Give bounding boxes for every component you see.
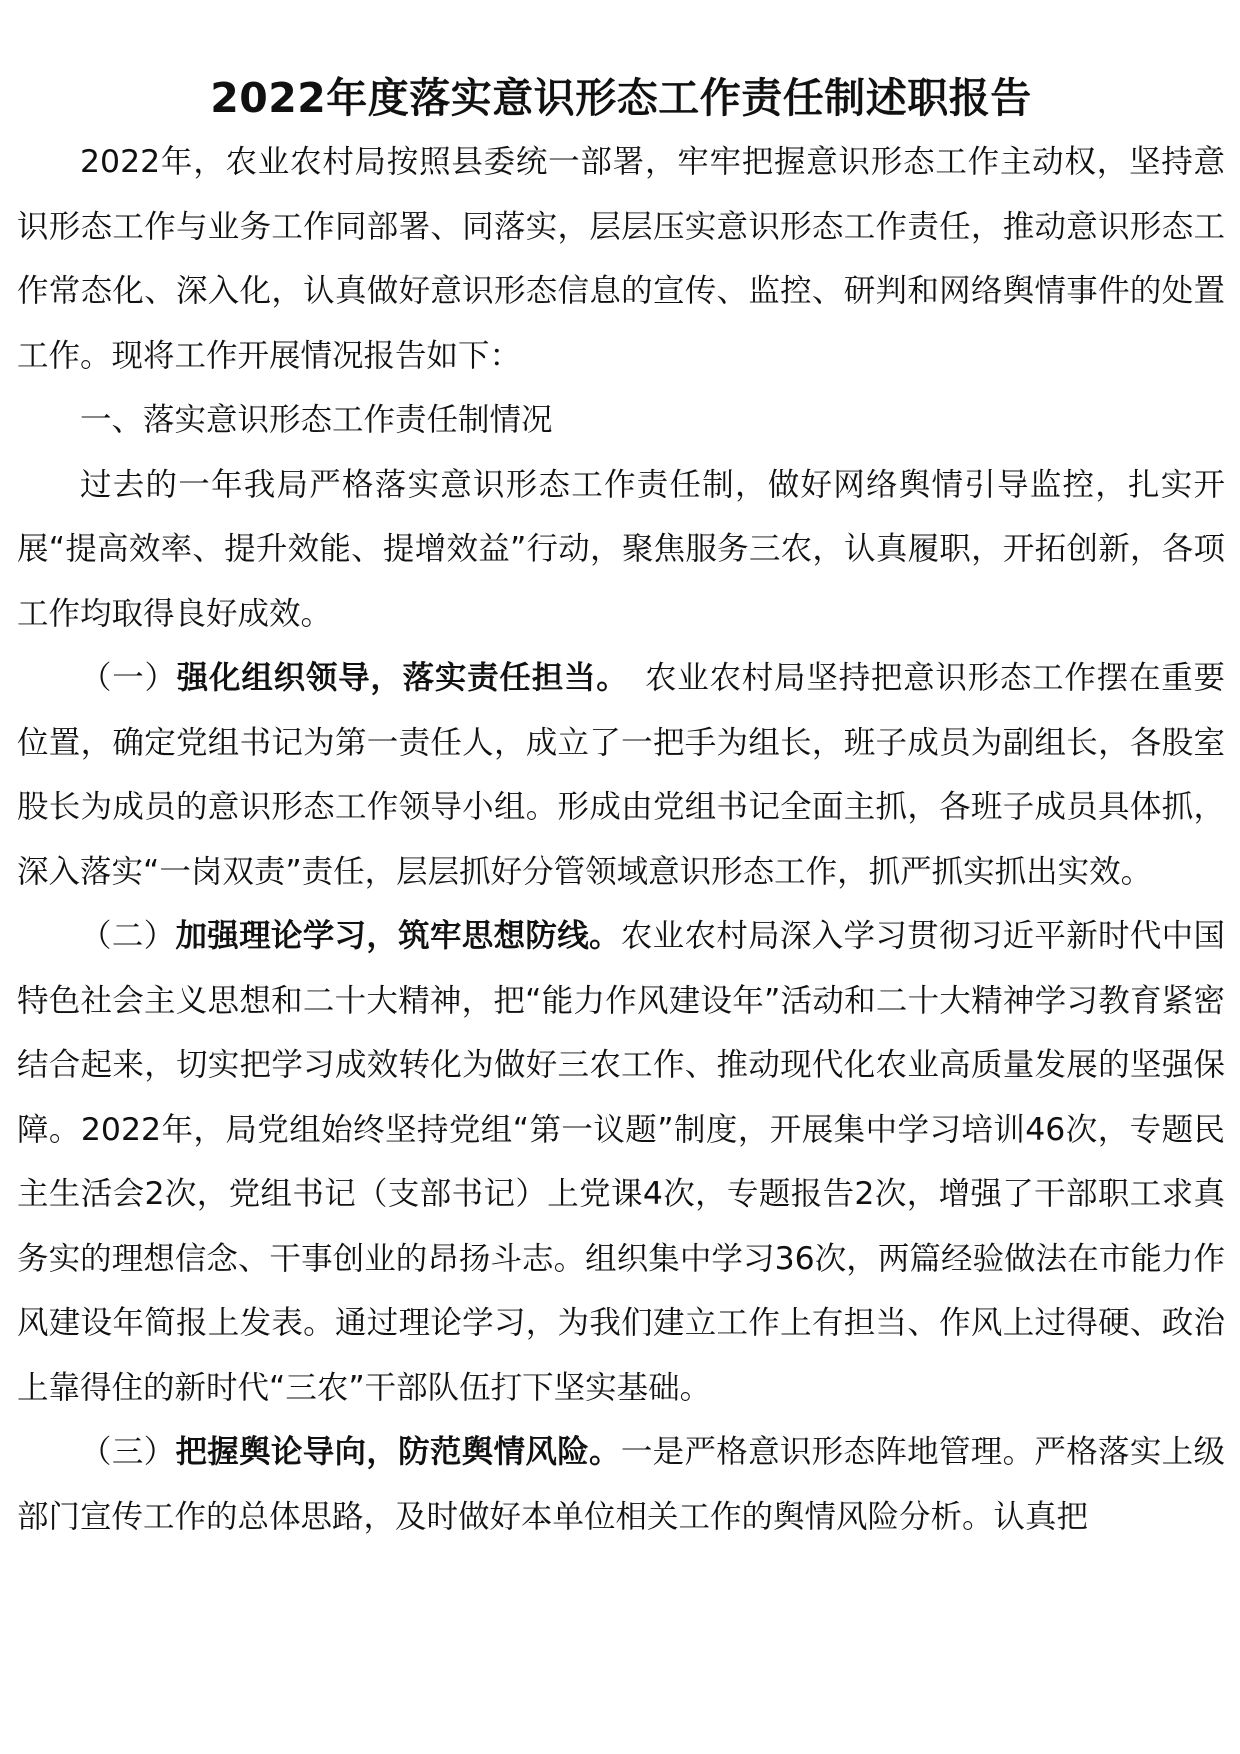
item-3-text: 一是严格意识形态阵地管理。严格落实上级部门宣传工作的总体思路，及时做好本单位相关工作的舆情风险分析。认真把	[17, 1434, 1225, 1535]
item-2-text: 农业农村局深入学习贯彻习近平新时代中国特色社会主义思想和二十大精神，把“能力作风建设年”活动和二十大精神学习教育紧密结合起来，切实把学习成效转化为做好三农工作、推动现代化农业高质量发展的坚强保障。2022年，局党组始终坚持党组“第一议题”制度，开展集中学习培训46次，专题民主生活会2次，党组书记（支部书记）上党课4次，专题报告2次，增强了干部职工求真务实的理想信念、干事创业的昂扬斗志。组织集中学习36次，两篇经验做法在市能力作风建设年简报上发表。通过理论学习，为我们建立工作上有担当、作风上过得硬、政治上靠得住的新时代“三农”干部队伍打下坚实基础。	[17, 918, 1225, 1406]
item-1-bold-heading: 强化组织领导，落实责任担当。	[176, 660, 613, 696]
item-2-paragraph	[17, 904, 1225, 1420]
item-2-bold-heading: 加强理论学习，筑牢思想防线。	[175, 918, 621, 954]
item-1-text: 农业农村局坚持把意识形态工作摆在重要位置，确定党组书记为第一责任人，成立了一把手为组长，班子成员为副组长，各股室股长为成员的意识形态工作领导小组。形成由党组书记全面主抓，各班子成员具体抓，深入落实“一岗双责”责任，层层抓好分管领域意识形态工作，抓严抓实抓出实效。	[17, 660, 1225, 890]
document-title: 2022年度落实意识形态工作责任制述职报告	[210, 74, 1032, 122]
document-page	[17, 66, 1225, 1549]
section-1-paragraph: 过去的一年我局严格落实意识形态工作责任制，做好网络舆情引导监控，扎实开展“提高效率、提升效能、提增效益”行动，聚焦服务三农，认真履职，开拓创新，各项工作均取得良好成效。	[17, 466, 1225, 632]
item-3-paragraph	[17, 1420, 1225, 1549]
item-3-bold-heading: 把握舆论导向，防范舆情风险。	[175, 1434, 621, 1470]
item-1-paragraph	[17, 646, 1225, 904]
item-2-prefix: （二）	[80, 918, 176, 954]
section-heading-1: 一、落实意识形态工作责任制情况	[80, 402, 553, 438]
item-3-prefix: （三）	[80, 1434, 176, 1470]
item-1-prefix: （一）	[80, 660, 177, 696]
intro-paragraph: 2022年，农业农村局按照县委统一部署，牢牢把握意识形态工作主动权，坚持意识形态工作与业务工作同部署、同落实，层层压实意识形态工作责任，推动意识形态工作常态化、深入化，认真做好意识形态信息的宣传、监控、研判和网络舆情事件的处置工作。现将工作开展情况报告如下：	[17, 144, 1225, 374]
